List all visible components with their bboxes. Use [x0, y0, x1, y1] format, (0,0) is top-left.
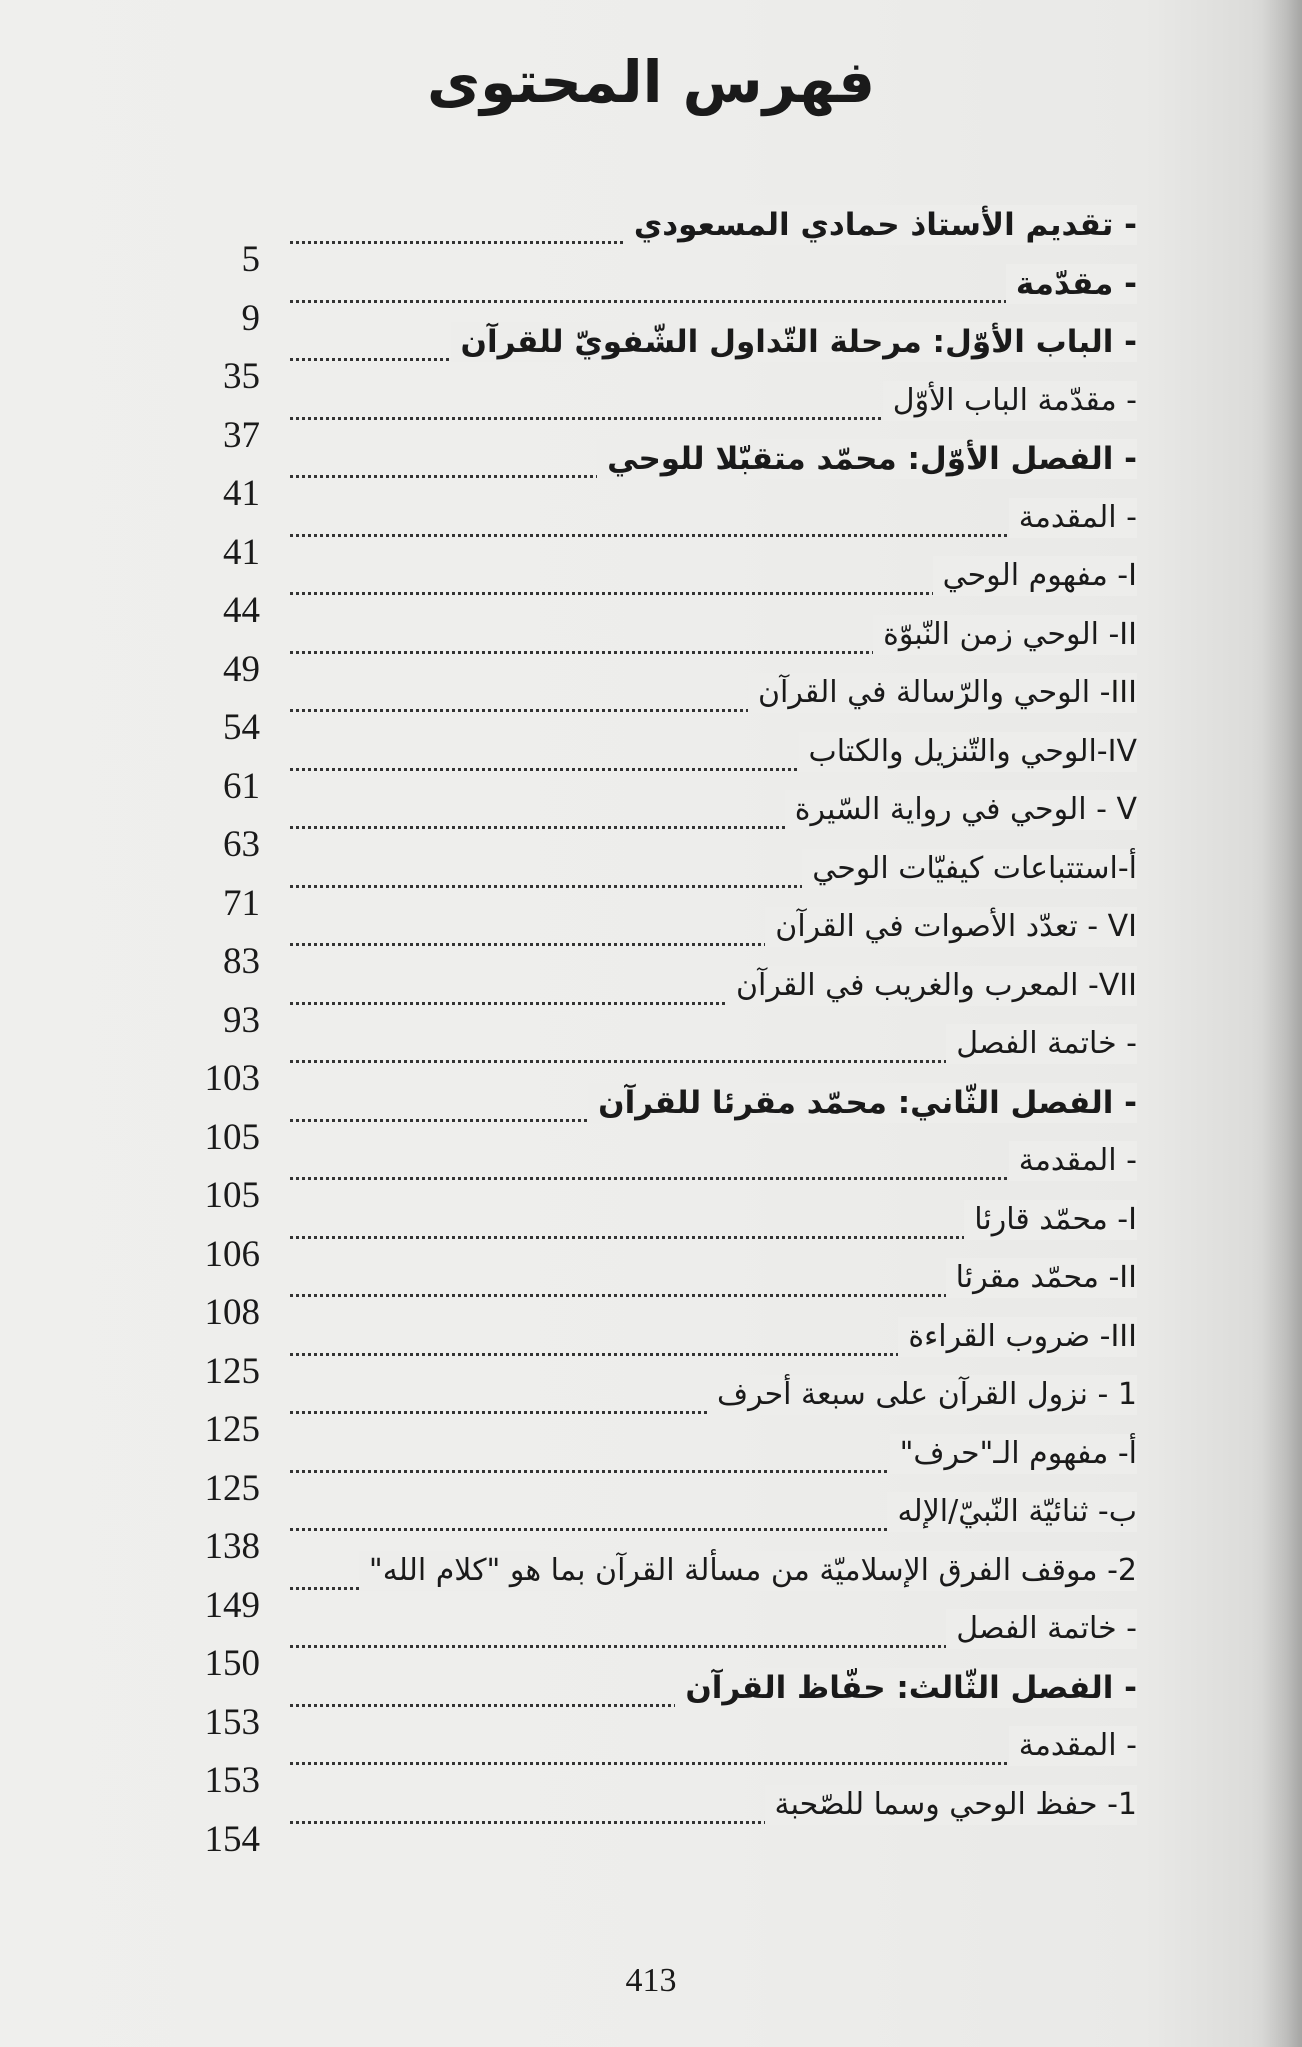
toc-page-number: 150 [204, 1643, 260, 1684]
toc-page-number: 106 [204, 1233, 260, 1275]
toc-entry-text: - خاتمة الفصل [946, 1609, 1137, 1649]
toc-row [0, 1141, 1302, 1216]
toc-page-number: 61 [223, 765, 260, 807]
toc-row [0, 790, 1302, 865]
toc-row [0, 1024, 1302, 1099]
toc-page-number: 9 [241, 297, 260, 339]
toc-page-number: 105 [204, 1116, 260, 1158]
toc-page-number: 63 [223, 824, 260, 865]
toc-row [0, 498, 1302, 573]
toc-page-number: 105 [204, 1175, 260, 1216]
toc-entry-text: V - الوحي في رواية السّيرة [785, 790, 1137, 830]
dot-leader [290, 1167, 1127, 1180]
page-folio-number: 413 [625, 1962, 677, 1999]
toc-row [0, 1317, 1302, 1392]
toc-row [0, 1609, 1302, 1684]
toc-entry-text: IV-الوحي والتّنزيل والكتاب [799, 732, 1137, 772]
toc-entry-text: ب- ثنائيّة النّبيّ/الإله [887, 1492, 1137, 1532]
toc-entry-text: أ- مفهوم الـ"حرف" [890, 1434, 1137, 1474]
toc-page-number: 149 [204, 1584, 260, 1626]
toc-row [0, 1200, 1302, 1275]
toc-page-number: 153 [204, 1701, 260, 1743]
toc-entry-text: 2- موقف الفرق الإسلاميّة من مسألة القرآن بما هو "كلام الله" [359, 1551, 1137, 1591]
toc-row [0, 1492, 1302, 1567]
toc-page-number: 83 [223, 941, 260, 982]
toc-entry-text: - خاتمة الفصل [946, 1024, 1137, 1064]
toc-entry-text: - المقدمة [1009, 498, 1137, 538]
toc-row [0, 1668, 1302, 1743]
toc-row [0, 322, 1302, 397]
dot-leader [290, 1752, 1127, 1765]
toc-row [0, 381, 1302, 456]
toc-row [0, 1083, 1302, 1158]
toc-entry-text: I- مفهوم الوحي [933, 556, 1137, 596]
toc-page-number: 93 [223, 999, 260, 1041]
toc-row [0, 1551, 1302, 1626]
toc-page-number: 71 [223, 882, 260, 924]
toc-page-number: 41 [223, 531, 260, 573]
toc-page-number: 5 [241, 239, 260, 280]
toc-row [0, 615, 1302, 690]
toc-page-number: 35 [223, 356, 260, 397]
dot-leader [290, 524, 1127, 537]
toc-page-number: 49 [223, 648, 260, 690]
toc-row [0, 1785, 1302, 1860]
toc-entry-text: VI - تعدّد الأصوات في القرآن [765, 907, 1137, 947]
toc-page-number: 125 [204, 1467, 260, 1509]
toc-row [0, 556, 1302, 631]
toc-row [0, 907, 1302, 982]
page-title: فهرس المحتوى [426, 48, 876, 116]
toc-page-number: 138 [204, 1526, 260, 1567]
toc-entry-text: أ-استتباعات كيفيّات الوحي [802, 849, 1137, 889]
toc-page-number: 41 [223, 473, 260, 514]
toc-entry-text: - الفصل الأوّل: محمّد متقبّلا للوحي [597, 439, 1137, 479]
toc-entry-text: III- الوحي والرّسالة في القرآن [748, 673, 1137, 713]
toc-entry-text: - مقدّمة [1006, 264, 1137, 304]
toc-row [0, 673, 1302, 748]
toc-page-number: 125 [204, 1350, 260, 1392]
table-of-contents [0, 205, 1302, 1860]
toc-page-number: 37 [223, 414, 260, 456]
toc-entry-text: III- ضروب القراءة [898, 1317, 1137, 1357]
toc-row [0, 1726, 1302, 1801]
toc-page-number: 125 [204, 1409, 260, 1450]
toc-entry-text: - المقدمة [1009, 1726, 1137, 1766]
toc-row [0, 732, 1302, 807]
toc-entry-text: 1- حفظ الوحي وسما للصّحبة [765, 1785, 1137, 1825]
toc-page-number: 44 [223, 590, 260, 631]
toc-page-number: 153 [204, 1760, 260, 1801]
toc-entry-text: - مقدّمة الباب الأوّل [883, 381, 1137, 421]
toc-row [0, 1434, 1302, 1509]
toc-entry-text: - الفصل الثّاني: محمّد مقرئا للقرآن [588, 1083, 1137, 1123]
toc-entry-text: - الفصل الثّالث: حفّاظ القرآن [675, 1668, 1137, 1708]
toc-row [0, 205, 1302, 280]
toc-page-number: 54 [223, 707, 260, 748]
dot-leader [290, 290, 1127, 303]
toc-row [0, 439, 1302, 514]
toc-page-number: 103 [204, 1058, 260, 1099]
toc-entry-text: II- محمّد مقرئا [946, 1258, 1137, 1298]
toc-entry-text: 1 - نزول القرآن على سبعة أحرف [707, 1375, 1137, 1415]
toc-row [0, 1258, 1302, 1333]
toc-entry-text: - الباب الأوّل: مرحلة التّداول الشّفويّ للقرآن [451, 322, 1137, 362]
toc-entry-text: I- محمّد قارئا [964, 1200, 1137, 1240]
toc-row [0, 1375, 1302, 1450]
toc-entry-text: - تقديم الأستاذ حمادي المسعودي [624, 205, 1137, 245]
toc-entry-text: VII- المعرب والغريب في القرآن [726, 966, 1137, 1006]
toc-entry-text: II- الوحي زمن النّبوّة [873, 615, 1137, 655]
toc-entry-text: - المقدمة [1009, 1141, 1137, 1181]
toc-row [0, 264, 1302, 339]
toc-row [0, 966, 1302, 1041]
toc-row [0, 849, 1302, 924]
toc-page-number: 154 [204, 1818, 260, 1860]
toc-page-number: 108 [204, 1292, 260, 1333]
